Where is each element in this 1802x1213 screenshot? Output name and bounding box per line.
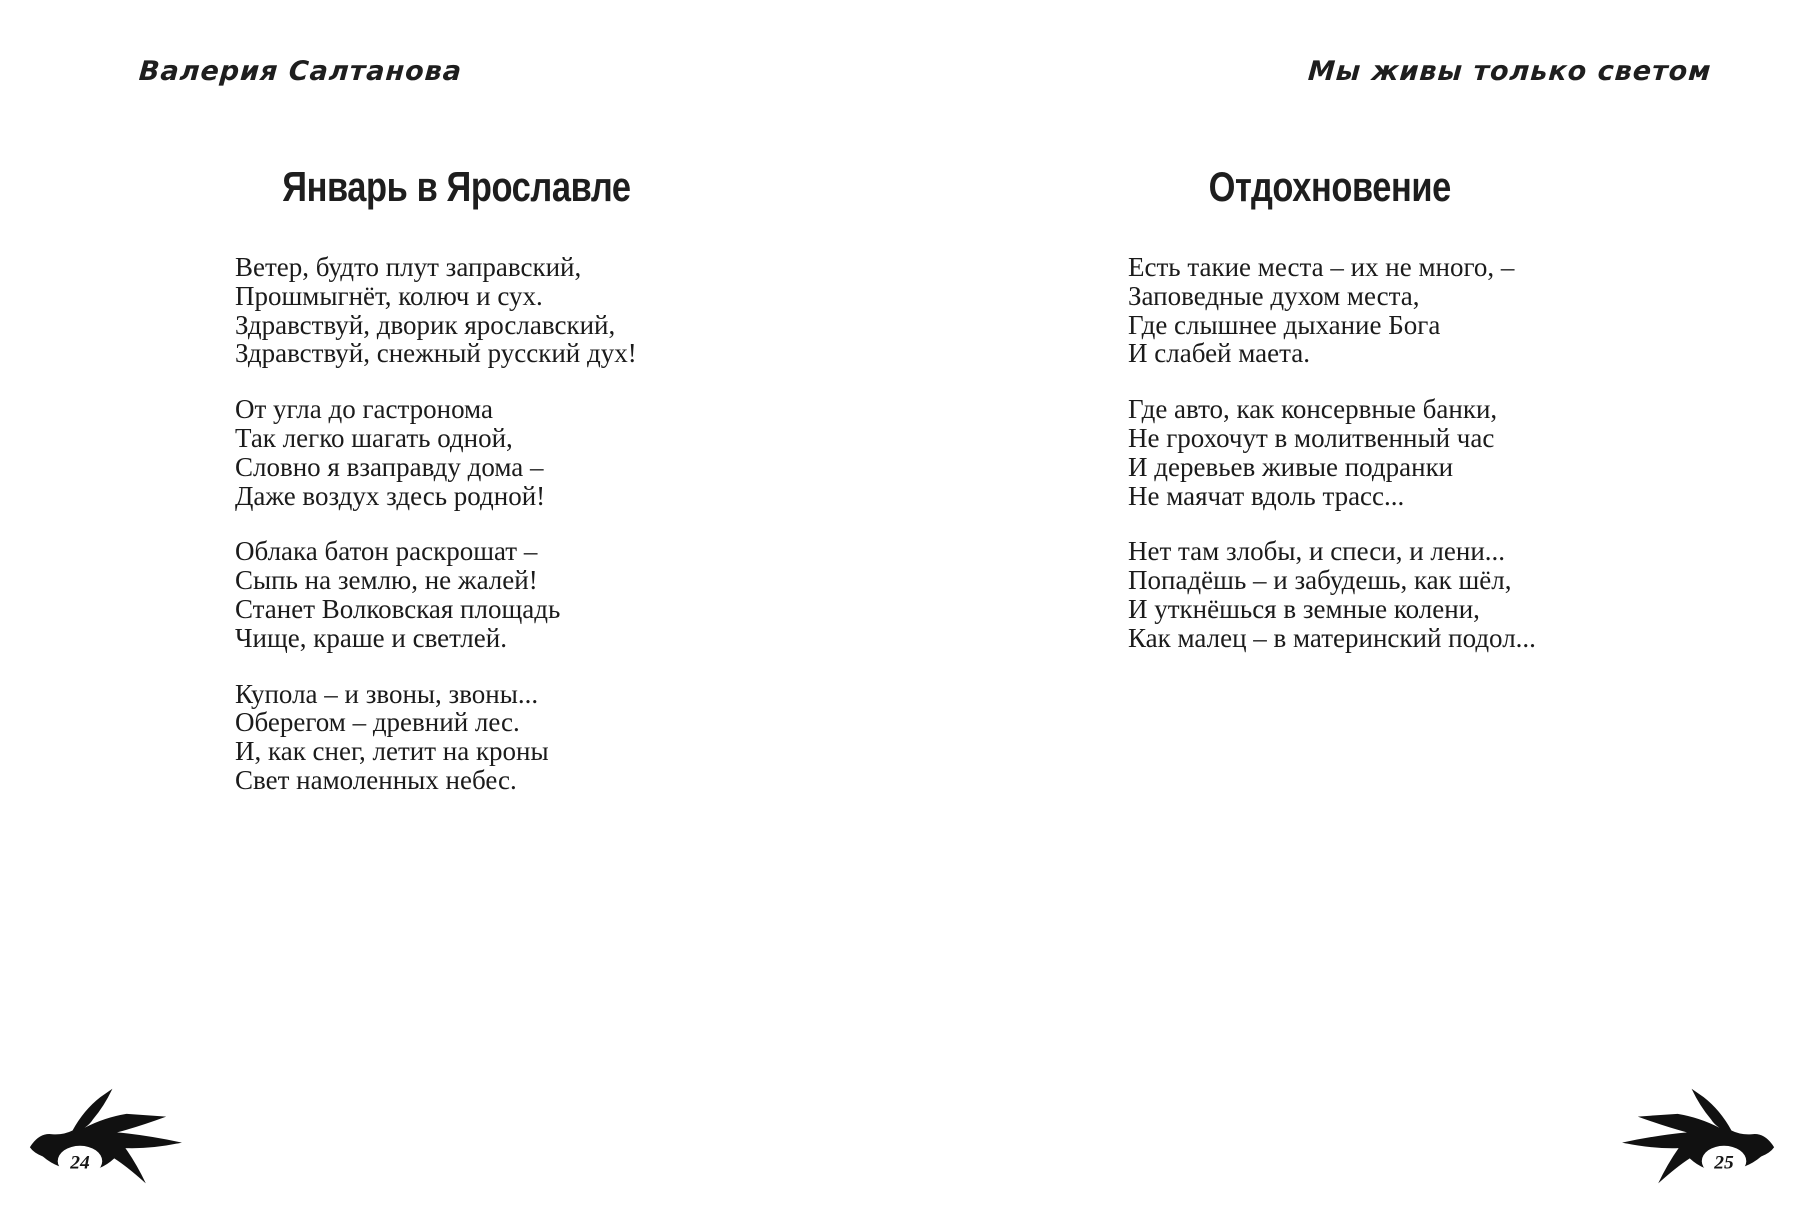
right-page-column (1128, 163, 1536, 680)
stanza (235, 537, 677, 652)
poem-line: И слабей маета. (1128, 338, 1310, 369)
right-poem-title-text: Отдохновение (1208, 163, 1452, 210)
poem-line: Прошмыгнёт, колюч и сух. (235, 280, 543, 311)
poem-line: Так легко шагать одной, (235, 422, 513, 453)
poem-line: Есть такие места – их не много, – (1128, 252, 1515, 282)
poem-line: Попадёшь – и забудешь, как шёл, (1128, 565, 1512, 596)
right-poem-title (1128, 163, 1532, 211)
poem-line: Свет намоленных небес. (235, 764, 517, 795)
right-running-head-book-title: Мы живы только светом (1306, 56, 1713, 87)
stanza (1128, 536, 1536, 653)
poem-line: Где авто, как консервные банки, (1128, 394, 1498, 425)
poem-line: Не маячат вдоль трасс... (1128, 480, 1405, 511)
left-poem-title (235, 163, 677, 211)
left-page-number: 24 (70, 1152, 90, 1174)
poem-line: Заповедные духом места, (1128, 280, 1420, 311)
poem-line: Словно я взаправду дома – (235, 451, 544, 482)
swallow-icon (1620, 1086, 1778, 1188)
poem-line: От угла до гастронома (235, 394, 493, 425)
poem-line: Купола – и звоны, звоны... (235, 678, 539, 709)
poem-line: Даже воздух здесь родной! (235, 480, 546, 511)
poem-line: Облака батон раскрошат – (235, 536, 538, 567)
left-poem (235, 253, 677, 795)
poem-line: И уткнёшься в земные колени, (1128, 593, 1480, 624)
poem-line: Не грохочут в молитвенный час (1128, 422, 1495, 453)
stanza (235, 680, 677, 795)
poem-line: Ветер, будто плут заправский, (235, 252, 582, 282)
right-poem (1128, 252, 1536, 653)
poem-line: Нет там злобы, и спеси, и лени... (1128, 536, 1506, 567)
right-page-number: 25 (1714, 1152, 1734, 1174)
left-poem-title-text: Январь в Ярославле (281, 163, 631, 210)
poem-line: Здравствуй, снежный русский дух! (235, 338, 637, 369)
stanza (1128, 253, 1532, 368)
poem-line: Как малец – в материнский подол... (1128, 622, 1536, 653)
swallow-icon (26, 1086, 184, 1188)
stanza (235, 253, 677, 368)
poem-line: И деревьев живые подранки (1128, 451, 1454, 482)
poem-line: Оберегом – древний лес. (235, 707, 520, 738)
left-page-column (235, 163, 677, 822)
stanza (235, 395, 677, 510)
poem-line: И, как снег, летит на кроны (235, 736, 549, 767)
poem-line: Здравствуй, дворик ярославский, (235, 309, 616, 340)
stanza (1128, 395, 1532, 510)
poem-line: Чище, краше и светлей. (235, 622, 507, 653)
poem-line: Сыпь на землю, не жалей! (235, 565, 538, 596)
poem-line: Где слышнее дыхание Бога (1128, 309, 1441, 340)
poem-line: Станет Волковская площадь (235, 593, 561, 624)
left-running-head-author: Валерия Салтанова (137, 56, 464, 87)
